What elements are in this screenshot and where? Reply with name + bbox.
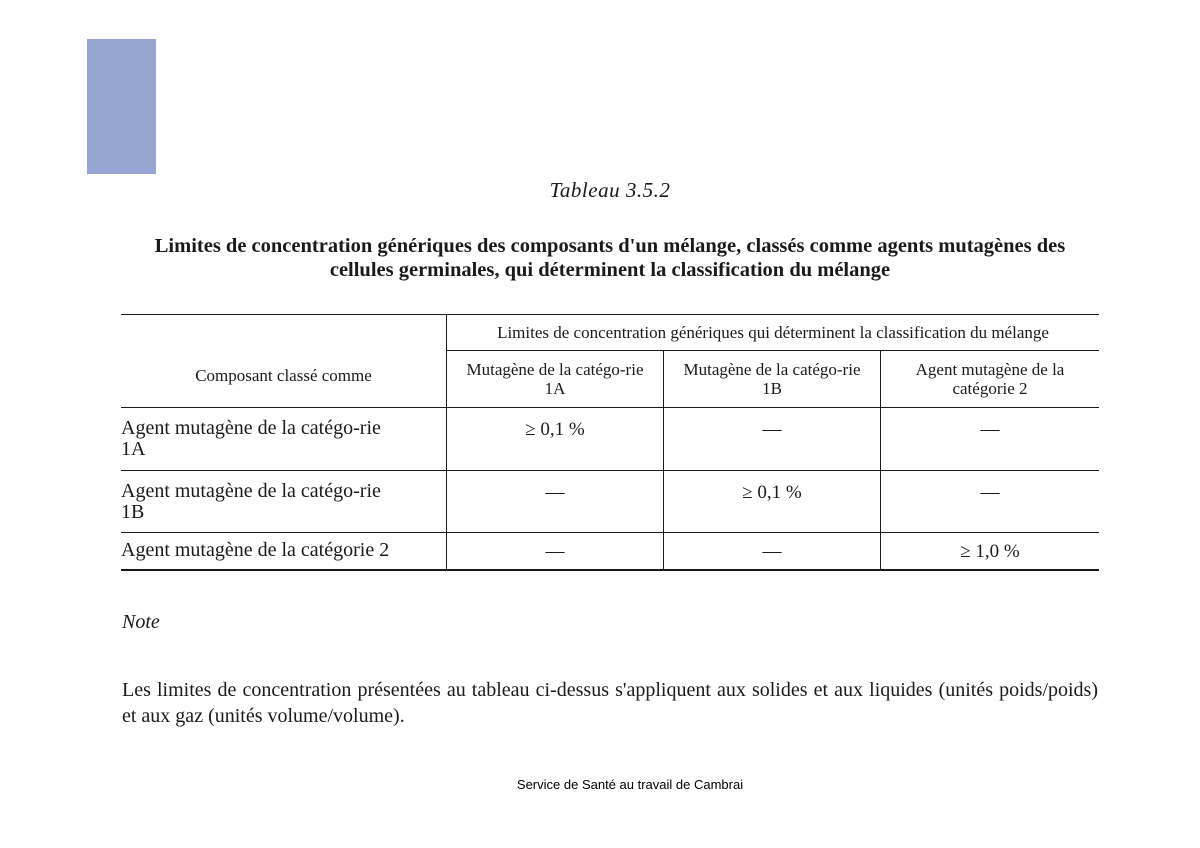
group-header: Limites de concentration génériques qui déterminent la classification du mélange (447, 315, 1100, 351)
table-cell: — (664, 533, 881, 571)
row-label: Agent mutagène de la catégorie 2 (121, 533, 447, 571)
subheader-cat-1a (447, 351, 664, 408)
table-row (121, 533, 1099, 571)
table-cell: — (447, 533, 664, 571)
table-cell: — (664, 408, 881, 471)
row-label (121, 471, 447, 533)
accent-block (87, 39, 156, 174)
table-cell: ≥ 0,1 % (447, 408, 664, 471)
table-row (121, 408, 1099, 471)
note-heading: Note (122, 611, 160, 633)
table-cell: ≥ 0,1 % (664, 471, 881, 533)
subheader-cat-1b-label: Mutagène de la catégo-rie 1B (683, 360, 861, 398)
subheader-cat-2-label: Agent mutagène de la catégorie 2 (915, 360, 1065, 398)
row-label (121, 408, 447, 471)
table-cell: — (881, 471, 1100, 533)
table-title: Limites de concentration génériques des composants d'un mélange, classés comme agents mutagènes des cellules germinales, qui déterminent la classification du mélange (154, 235, 1066, 281)
table-cell: — (447, 471, 664, 533)
subheader-cat-1b (664, 351, 881, 408)
concentration-limits-table (121, 314, 1099, 571)
subheader-cat-2 (881, 351, 1100, 408)
table-caption: Tableau 3.5.2 (549, 178, 671, 202)
component-header: Composant classé comme (121, 315, 447, 408)
note-text: Les limites de concentration présentées au tableau ci-dessus s'appliquent aux solides et aux liquides (unités poids/poids) et aux gaz (unités volume/volume). (122, 679, 1098, 727)
table-cell: ≥ 1,0 % (881, 533, 1100, 571)
row-label-text: Agent mutagène de la catégo-rie 1A (121, 417, 381, 460)
table-row (121, 471, 1099, 533)
row-label-text: Agent mutagène de la catégo-rie 1B (121, 480, 381, 523)
table-header-row (121, 315, 1099, 351)
table-cell: — (881, 408, 1100, 471)
subheader-cat-1a-label: Mutagène de la catégo-rie 1A (466, 360, 644, 398)
page-footer: Service de Santé au travail de Cambrai (516, 777, 744, 792)
